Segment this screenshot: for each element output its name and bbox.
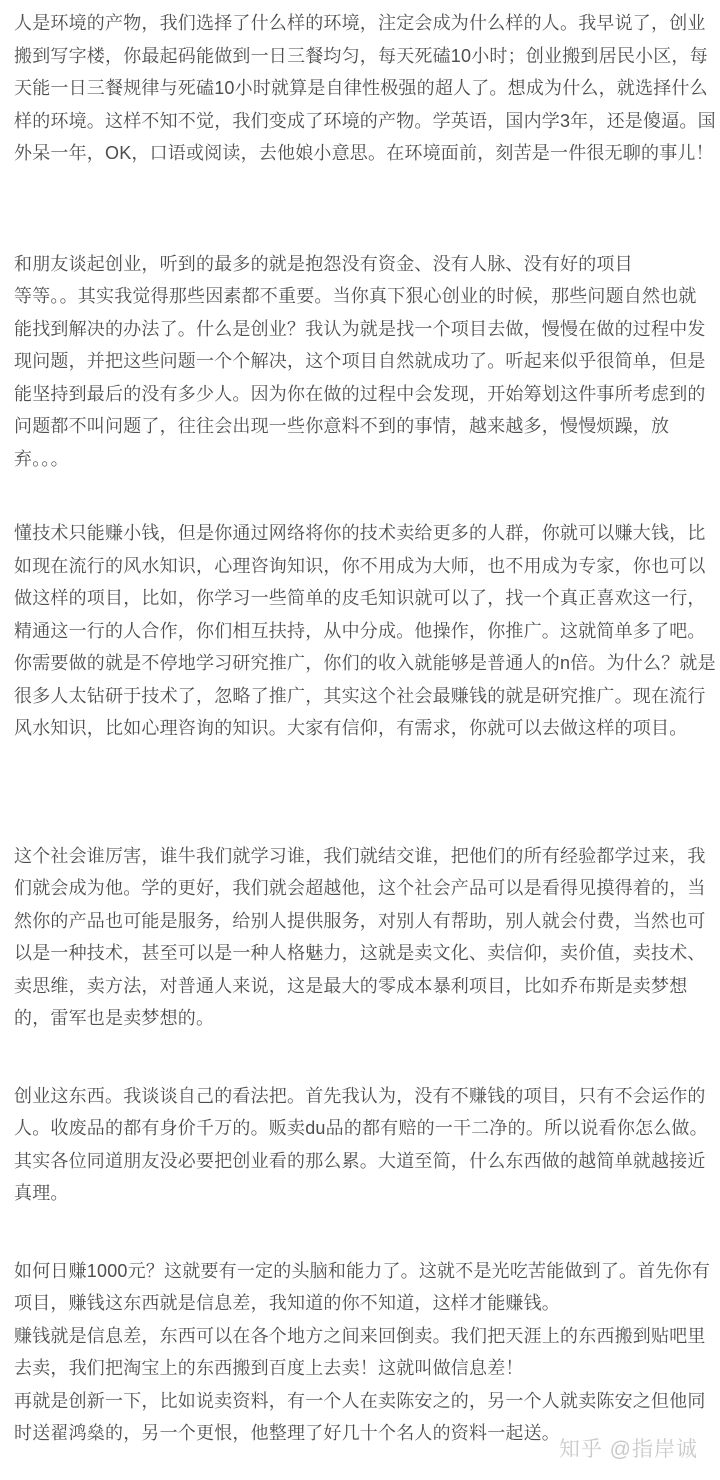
- text-line: 时送翟鸿燊的，另一个更恨，他整理了好几十个名人的资料一起送。: [14, 1423, 560, 1443]
- text-line: 创业这东西。我谈谈自己的看法把。首先我认为，没有不赚钱的项目，只有不会运作的: [14, 1085, 706, 1106]
- paragraph-4: [14, 840, 706, 1035]
- paragraph-1: [14, 7, 716, 170]
- text-line: 做这样的项目，比如，你学习一些简单的皮毛知识就可以了，找一个真正喜欢这一行，: [14, 588, 706, 608]
- text-line: 以是一种技术，甚至可以是一种人格魅力，这就是卖文化、卖信仰，卖价值，卖技术、: [14, 943, 706, 963]
- text-line: 样的环境。这样不知不觉，我们变成了环境的产物。学英语，国内学3年，还是傻逼。国: [14, 110, 716, 131]
- text-line: 然你的产品也可能是服务，给别人提供服务，对别人有帮助，别人就会付费，当然也可: [14, 910, 706, 931]
- text-line: 天能一日三餐规律与死磕10小时就算是自律性极强的超人了。想成为什么，就选择什么: [14, 78, 708, 98]
- text-line: 精通这一行的人合作，你们相互扶持，从中分成。他操作，你推广。这就简单多了吧。: [14, 620, 706, 641]
- paragraph-6: [14, 1255, 711, 1450]
- text-line: 赚钱就是信息差，东西可以在各个地方之间来回倒卖。我们把天涯上的东西搬到贴吧里: [14, 1325, 706, 1346]
- text-line: 弃。。。: [14, 448, 69, 469]
- text-line: 这个社会谁厉害，谁牛我们就学习谁，我们就结交谁，把他们的所有经验都学过来，我: [14, 845, 706, 866]
- paragraph-3: [14, 517, 716, 745]
- text-line: 项目，赚钱这东西就是信息差，我知道的你不知道，这样才能赚钱。: [14, 1293, 560, 1313]
- text-line: 人。收废品的都有身价千万的。贩卖du品的都有赔的一干二净的。所以说看你怎么做。: [14, 1118, 708, 1138]
- zhihu-watermark: 知乎 @指岸诚: [558, 1438, 698, 1461]
- text-line: 去卖，我们把淘宝上的东西搬到百度上去卖！这就叫做信息差！: [14, 1358, 524, 1378]
- text-line: 和朋友谈起创业，听到的最多的就是抱怨没有资金、没有人脉、没有好的项目: [14, 253, 633, 274]
- text-line: 再就是创新一下，比如说卖资料，有一个人在卖陈安之的，另一个人就卖陈安之但他同: [14, 1390, 706, 1411]
- text-line: 如现在流行的风水知识，心理咨询知识，你不用成为大师，也不用成为专家，你也可以: [14, 555, 706, 576]
- text-line: 能坚持到最后的没有多少人。因为你在做的过程中会发现，开始筹划这件事所考虑到的: [14, 383, 706, 404]
- paragraph-5: [14, 1080, 706, 1210]
- text-line: 真理。: [14, 1183, 69, 1203]
- text-line: 外呆一年，OK，口语或阅读，去他娘小意思。在环境面前，刻苦是一件很无聊的事儿！: [14, 143, 714, 163]
- text-line: 卖思维，卖方法，对普通人来说，这是最大的零成本暴利项目，比如乔布斯是卖梦想: [14, 975, 688, 996]
- text-line: 搬到写字楼，你最起码能做到一日三餐均匀，每天死磕10小时；创业搬到居民小区，每: [14, 45, 708, 66]
- text-line: 很多人太钻研于技术了，忽略了推广，其实这个社会最赚钱的就是研究推广。现在流行: [14, 685, 706, 706]
- text-line: 问题都不叫问题了，往往会出现一些你意料不到的事情，越来越多，慢慢烦躁，放: [14, 416, 670, 436]
- text-line: 的，雷军也是卖梦想的。: [14, 1008, 215, 1028]
- text-line: 其实各位同道朋友没必要把创业看的那么累。大道至简，什么东西做的越简单就越接近: [14, 1150, 706, 1171]
- text-line: 风水知识，比如心理咨询的知识。大家有信仰，有需求，你就可以去做这样的项目。: [14, 718, 688, 738]
- text-line: 现问题，并把这些问题一个个解决，这个项目自然就成功了。听起来似乎很简单，但是: [14, 351, 706, 371]
- text-line: 们就会成为他。学的更好，我们就会超越他，这个社会产品可以是看得见摸得着的，当: [14, 878, 706, 898]
- text-line: 能找到解决的办法了。什么是创业？我认为就是找一个项目去做，慢慢在做的过程中发: [14, 318, 706, 339]
- text-line: 懂技术只能赚小钱，但是你通过网络将你的技术卖给更多的人群，你就可以赚大钱，比: [14, 523, 706, 543]
- text-line: 如何日赚1000元？这就要有一定的头脑和能力了。这就不是光吃苦能做到了。首先你有: [14, 1260, 711, 1281]
- text-line: 等等。。其实我觉得那些因素都不重要。当你真下狠心创业的时候，那些问题自然也就: [14, 286, 697, 306]
- text-line: 你需要做的就是不停地学习研究推广，你们的收入就能够是普通人的n倍。为什么？就是: [14, 653, 716, 673]
- paragraph-2: [14, 248, 706, 476]
- text-line: 人是环境的产物，我们选择了什么样的环境，注定会成为什么样的人。我早说了，创业: [14, 13, 706, 33]
